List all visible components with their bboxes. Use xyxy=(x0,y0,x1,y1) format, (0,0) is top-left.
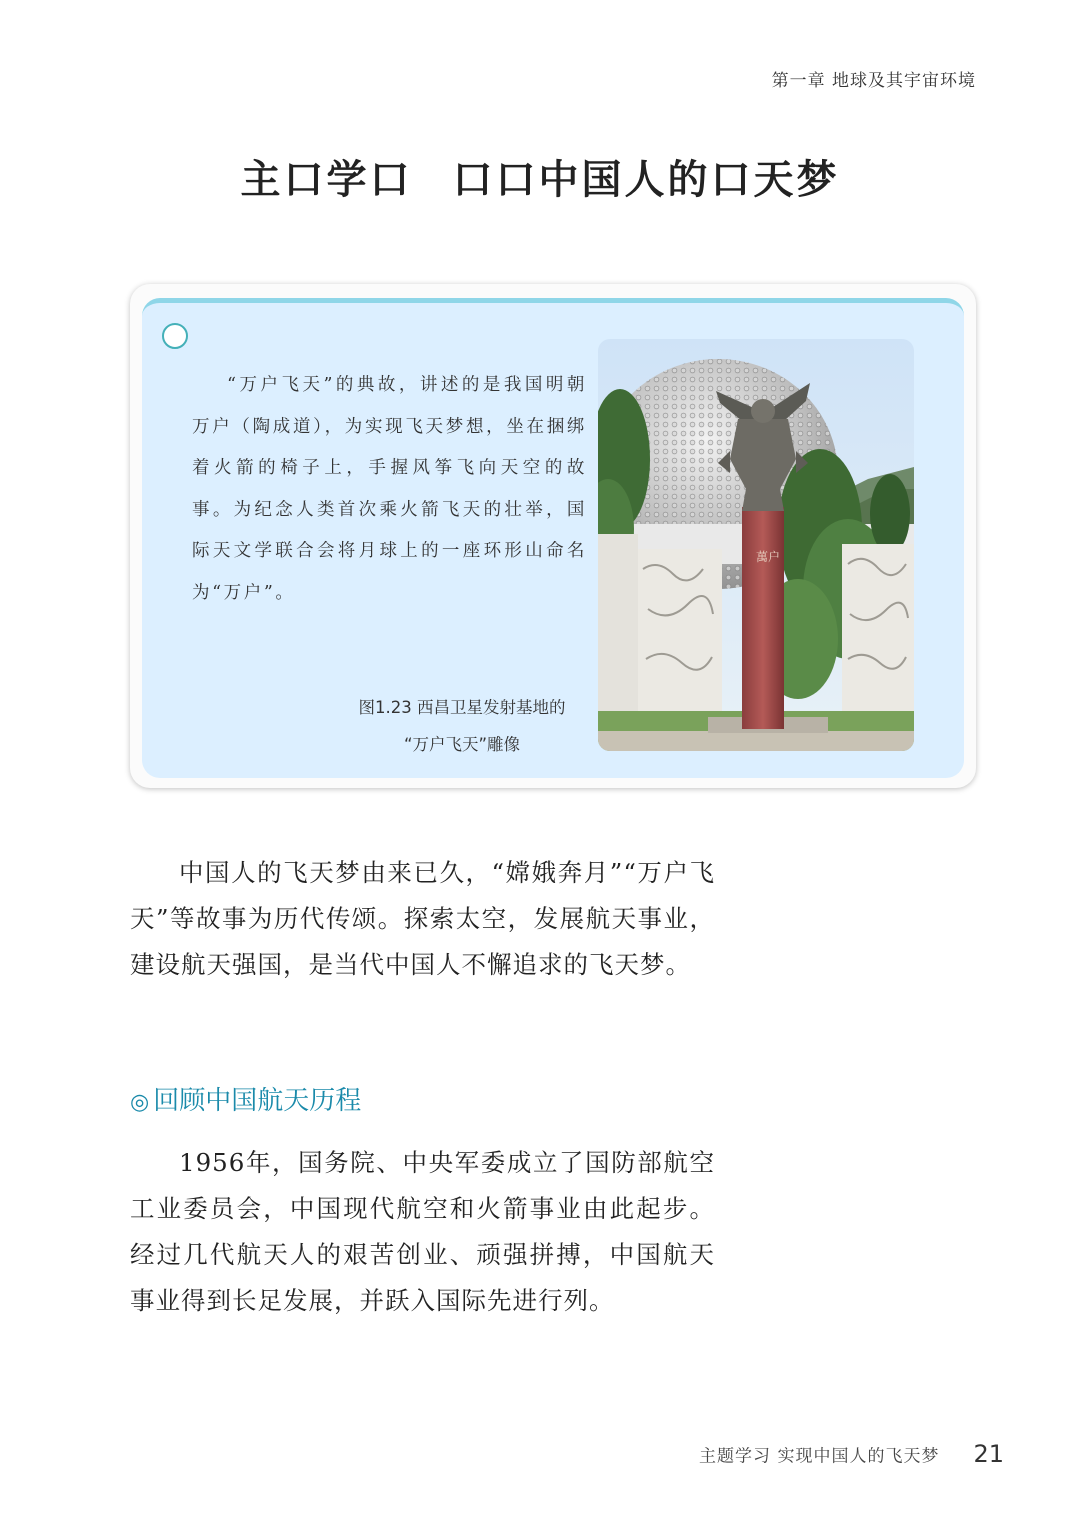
page-number: 21 xyxy=(973,1440,1004,1468)
page-title xyxy=(0,148,1080,205)
story-box xyxy=(130,284,976,788)
story-box-inner xyxy=(142,298,964,778)
statue-plaque-text: 萬户 xyxy=(756,550,781,564)
circle-icon xyxy=(162,323,188,349)
page-title-part1: 主口学口 xyxy=(240,157,413,203)
paragraph-intro: 中国人的飞天梦由来已久，“嫦娥奔月”“万户飞天”等故事为历代传颂。探索太空，发展航天事业，建设航天强国，是当代中国人不懈追求的飞天梦。 xyxy=(130,858,715,979)
footer-text: 主题学习 实现中国人的飞天梦 xyxy=(699,1446,940,1467)
page-title-part2: 口口中国人的口天梦 xyxy=(452,157,840,203)
footer xyxy=(699,1440,1004,1468)
figure-caption-line2: “万户飞天”雕像 xyxy=(403,735,521,754)
section-bullet-icon: ◎ xyxy=(130,1090,150,1115)
paragraph-history: 1956年，国务院、中央军委成立了国防部航空工业委员会，中国现代航空和火箭事业由此起步。经过几代航天人的艰苦创业、顽强拼搏，中国航天事业得到长足发展，并跃入国际先进行列。 xyxy=(130,1148,715,1315)
figure-caption-line1: 图1.23 西昌卫星发射基地的 xyxy=(358,698,566,717)
section-heading-text: 回顾中国航天历程 xyxy=(153,1086,362,1116)
story-text: “万户飞天”的典故，讲述的是我国明朝万户（陶成道），为实现飞天梦想，坐在捆绑着火箭的椅子上，手握风筝飞向天空的故事。为纪念人类首次乘火箭飞天的壮举，国际天文学联合会将月球上的一座环形山命名为“万户”。 xyxy=(192,375,587,603)
statue-photo-illustration xyxy=(598,339,914,751)
figure-caption xyxy=(332,689,592,763)
chapter-header: 第一章 地球及其宇宙环境 xyxy=(771,71,976,91)
section-heading xyxy=(130,1080,361,1117)
statue-photo xyxy=(598,339,914,751)
